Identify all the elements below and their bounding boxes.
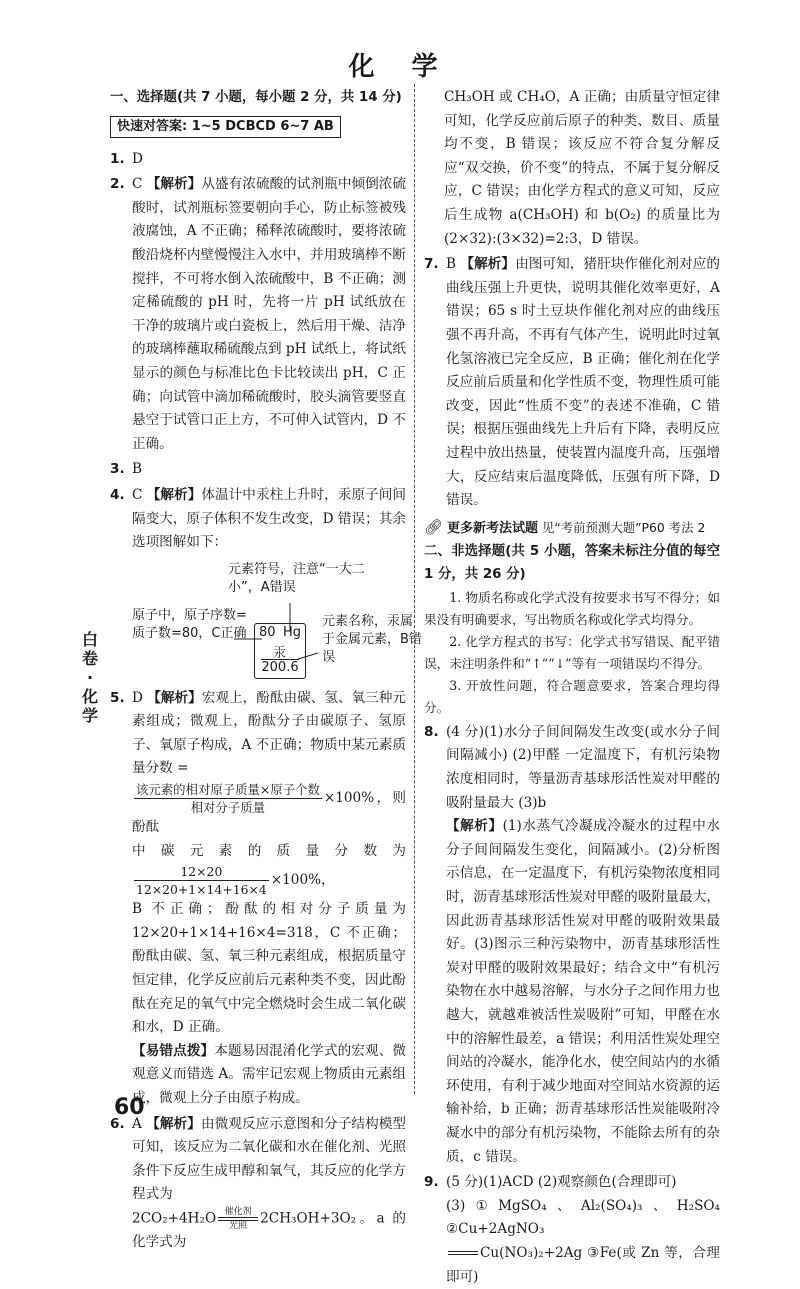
section2-heading: 二、非选择题(共 5 小题，答案未标注分值的每空 1 分，共 26 分)	[424, 543, 720, 583]
q6-analysis-tag: 【解析】	[146, 1115, 201, 1132]
q1-number: 1.	[110, 150, 125, 167]
q8-answer: (4 分)(1)水分子间间隔发生改变(或水分子间间隔减小) (2)甲醛 一定温度下，有机污染物浓度相同时，等量沥青基球形活性炭对甲醛的吸附量最大 (3)b	[446, 723, 720, 811]
q9-line2: (3)①MgSO₄、Al₂(SO₄)₃、H₂SO₄ ②Cu+2AgNO₃	[446, 1197, 720, 1238]
answer-q1	[110, 148, 406, 172]
q8-analysis: (1)水蒸气冷凝成冷凝水的过程中水分子间间隔发生变化，间隔减小。(2)分析图示信息，在一定温度下，有机污染物浓度相同时，沥青基球形活性炭对甲醛的吸附量最大，因此沥青基球形活性炭对甲醛的吸附效果最好。(3)图示三种污染物中，沥青基球形活性炭对甲醛的吸附效果最好；结合文中“有机污染物在水中越易溶解，与水分子之间作用力也越大，就越难被活性炭吸附”可知，甲醛在水中的溶解性最差，a 错误；利用活性炭处理空间站的冷凝水，能净化水，使空间站内的水循环使用，有利于减少地面对空间站水资源的运输补给，b 正确；沥青基球形活性炭能吸附冷凝水中的部分有机污染物，不能除去所有的杂质，c 错误。	[446, 818, 720, 1165]
q5-analysis-c: B 不正确；酚酞的相对分子质量为 12×20+1×14+16×4=318，C 不正确；酚酞由碳、氢、氧三种元素组成，根据质量守恒定律，化学反应前后元素种类不变，因此酚酞在充足的氧气中完全燃烧时会生成二氧化碳和水，D 正确。	[132, 901, 406, 1036]
catalyst-label: 催化剂	[224, 1206, 252, 1217]
atomic-mass: 200.6	[261, 659, 299, 675]
q6-continued: CH₃OH 或 CH₄O，A 正确；由质量守恒定律可知，化学反应前后原子的种类、数目、质量均不变，B 错误；该反应不符合复分解反应“双交换，价不变”的特点，不属于复分解反应，C 错误；由化学方程式的意义可知，反应后生成物 a(CH₃OH) 和 b(O₂) 的质量比为 (2×32):(3×32)=2:3，D 错误。	[444, 89, 720, 247]
q2-answer: C	[132, 176, 143, 193]
q4-number: 4.	[110, 486, 125, 503]
mercury-element-cell	[254, 623, 306, 679]
q7-number: 7.	[424, 256, 439, 273]
q5-analysis-b: 中碳元素的质量分数为	[132, 842, 406, 859]
formula-tail: ×100%，则酚酞	[132, 790, 406, 836]
q5-number: 5.	[110, 689, 125, 706]
q4-answer: C	[132, 486, 143, 503]
fraction-denominator: 相对分子质量	[190, 800, 266, 816]
equation-products: 2CH₃OH+3O₂。a 的化学式为	[132, 1210, 406, 1251]
tip-tag: 【易错点拨】	[132, 1042, 215, 1059]
scoring-note-1: 1. 物质名称或化学式没有按要求书写不得分；如果没有明确要求，写出物质名称或化学式均得分。	[424, 589, 720, 627]
element-name: 汞	[273, 645, 287, 661]
tip-text: 本题易因混淆化学式的宏观、微观意义而错选 A。需牢记宏观上物质由元素组成，微观上分子由原子构成。	[132, 1042, 406, 1106]
q5-formula-2	[110, 840, 406, 899]
left-column	[110, 86, 422, 1255]
answer-q4	[110, 484, 406, 555]
quick-answer-box: 快速对答案: 1~5 DCBCD 6~7 AB	[110, 116, 341, 138]
more-reference: 见“考前预测大题”P60 考法 2	[541, 519, 706, 535]
fraction-denominator: 12×20+1×14+16×4	[136, 882, 267, 898]
q5-analysis-a: 宏观上，酚酞由碳、氢、氧三种元素组成；微观上，酚酞分子由碳原子、氢原子、氧原子构成，A 不正确；物质中某元素质量分数 =	[132, 689, 407, 777]
q8-analysis-block	[424, 815, 720, 1169]
q2-analysis: 从盛有浓硫酸的试剂瓶中倾倒浓硫酸时，试剂瓶标签要朝向手心，防止标签被残液腐蚀，A 不正确；稀释浓硫酸时，要将浓硫酸沿烧杯内壁慢慢注入水中，并用玻璃棒不断搅拌，不可将水倒入浓硫酸中，B 不正确；测定稀硫酸的 pH 时，先将一片 pH 试纸放在干净的玻璃片或白瓷板上，然后用干燥、洁净的玻璃棒蘸取稀硫酸点到 pH 试纸上，将试纸显示的颜色与标准比色卡比较读出 pH，C 正确；向试管中滴加稀硫酸时，胶头滴管要竖直悬空于试管口正上方，不可伸入试管内，D 不正确。	[132, 176, 407, 452]
answer-q7	[424, 253, 720, 513]
q5-tip	[110, 1040, 406, 1111]
q5-answer: D	[132, 689, 143, 706]
q3-answer: B	[132, 461, 142, 478]
element-symbol: Hg	[282, 624, 301, 640]
q9-number: 9.	[424, 1174, 439, 1191]
carbon-fraction-formula	[134, 863, 269, 898]
q9-line3-wrap	[424, 1242, 720, 1289]
equals-sign	[448, 1251, 478, 1255]
light-label: 光照	[229, 1220, 248, 1231]
q7-analysis: 由图可知，猪肝块作催化剂对应的曲线压强上升更快，说明其催化效率更好，A 错误；65 s 时土豆块作催化剂对应的曲线压强不再升高，不再有气体产生，说明此时过氧化氢溶液已完全反应，B 正确；催化剂在化学反应前后质量和化学性质不变，物理性质可能改变，因此“性质不变”的表述不准确，C 错误；根据压强曲线先上升后有下降，表明反应过程中放出热量，使装置内温度升高，压强增大，反应结束后温度降低，压强有所下降，D 错误。	[446, 256, 721, 509]
q3-number: 3.	[110, 461, 125, 478]
side-label: 白卷·化学	[81, 630, 98, 725]
answer-q5	[110, 687, 406, 781]
q4-analysis: 体温计中汞柱上升时，汞原子间间隔变大，原子体积不发生改变，D 错误；其余选项图解如下：	[132, 486, 407, 551]
reaction-condition	[218, 1207, 258, 1231]
diagram-right-label: 元素名称，汞属于金属元素，B错误	[322, 613, 422, 665]
scoring-note-2: 2. 化学方程式的书写：化学式书写错误、配平错误，未注明条件和“↑”“↓”等有一项错误均不得分。	[424, 633, 720, 671]
mass-fraction-formula	[134, 781, 322, 816]
q8-number: 8.	[424, 723, 439, 740]
diagram-left-label: 原子中，原子序数=质子数=80，C正确	[132, 607, 247, 641]
q9-line3: Cu(NO₃)₂+2Ag ③Fe(或 Zn 等，合理即可)	[446, 1244, 720, 1285]
answer-q3	[110, 458, 406, 482]
answer-q6	[110, 1113, 406, 1207]
q6-analysis: 由微观反应示意图和分子结构模型可知，该反应为二氧化碳和水在催化剂、光照条件下反应生成甲醇和氧气，其反应的化学方程式为	[132, 1115, 407, 1203]
answer-q9	[424, 1171, 720, 1195]
q8-analysis-tag: 【解析】	[446, 818, 503, 835]
answer-q8	[424, 721, 720, 815]
q9-line1: (5 分)(1)ACD (2)观察颜色(合理即可)	[446, 1174, 677, 1191]
formula-tail: ×100%，	[270, 872, 335, 889]
more-questions-link[interactable]	[424, 517, 720, 536]
page-title: 化 学	[348, 52, 452, 82]
q6-answer: A	[132, 1115, 142, 1132]
q1-answer: D	[132, 150, 143, 167]
fraction-numerator: 12×20	[134, 863, 269, 881]
q6-equation	[110, 1207, 406, 1255]
q6-number: 6.	[110, 1115, 125, 1132]
page-number: 60	[114, 1095, 145, 1120]
scoring-note-3: 3. 开放性问题，符合题意要求，答案合理均得分。	[424, 677, 720, 715]
diagram-top-label: 元素符号，注意“一大二小”，A错误	[228, 561, 365, 595]
fraction-numerator: 该元素的相对原子质量×原子个数	[136, 782, 320, 798]
q7-answer: B	[446, 256, 456, 273]
q7-analysis-tag: 【解析】	[460, 256, 516, 273]
atomic-number: 80	[259, 624, 276, 640]
answer-q2	[110, 173, 406, 456]
q5-analysis-tag: 【解析】	[147, 689, 202, 706]
more-title: 更多新考法试题	[447, 520, 539, 536]
section1-heading: 一、选择题(共 7 小题，每小题 2 分，共 14 分)	[110, 90, 402, 105]
q2-analysis-tag: 【解析】	[146, 176, 202, 193]
equation-reactants: 2CO₂+4H₂O	[132, 1210, 217, 1227]
link-icon: 🔗︎	[424, 517, 444, 536]
q2-number: 2.	[110, 176, 125, 193]
q5-formula-1	[110, 781, 406, 840]
element-cell-diagram	[132, 557, 422, 685]
q4-analysis-tag: 【解析】	[146, 486, 202, 503]
right-column	[424, 86, 720, 1289]
